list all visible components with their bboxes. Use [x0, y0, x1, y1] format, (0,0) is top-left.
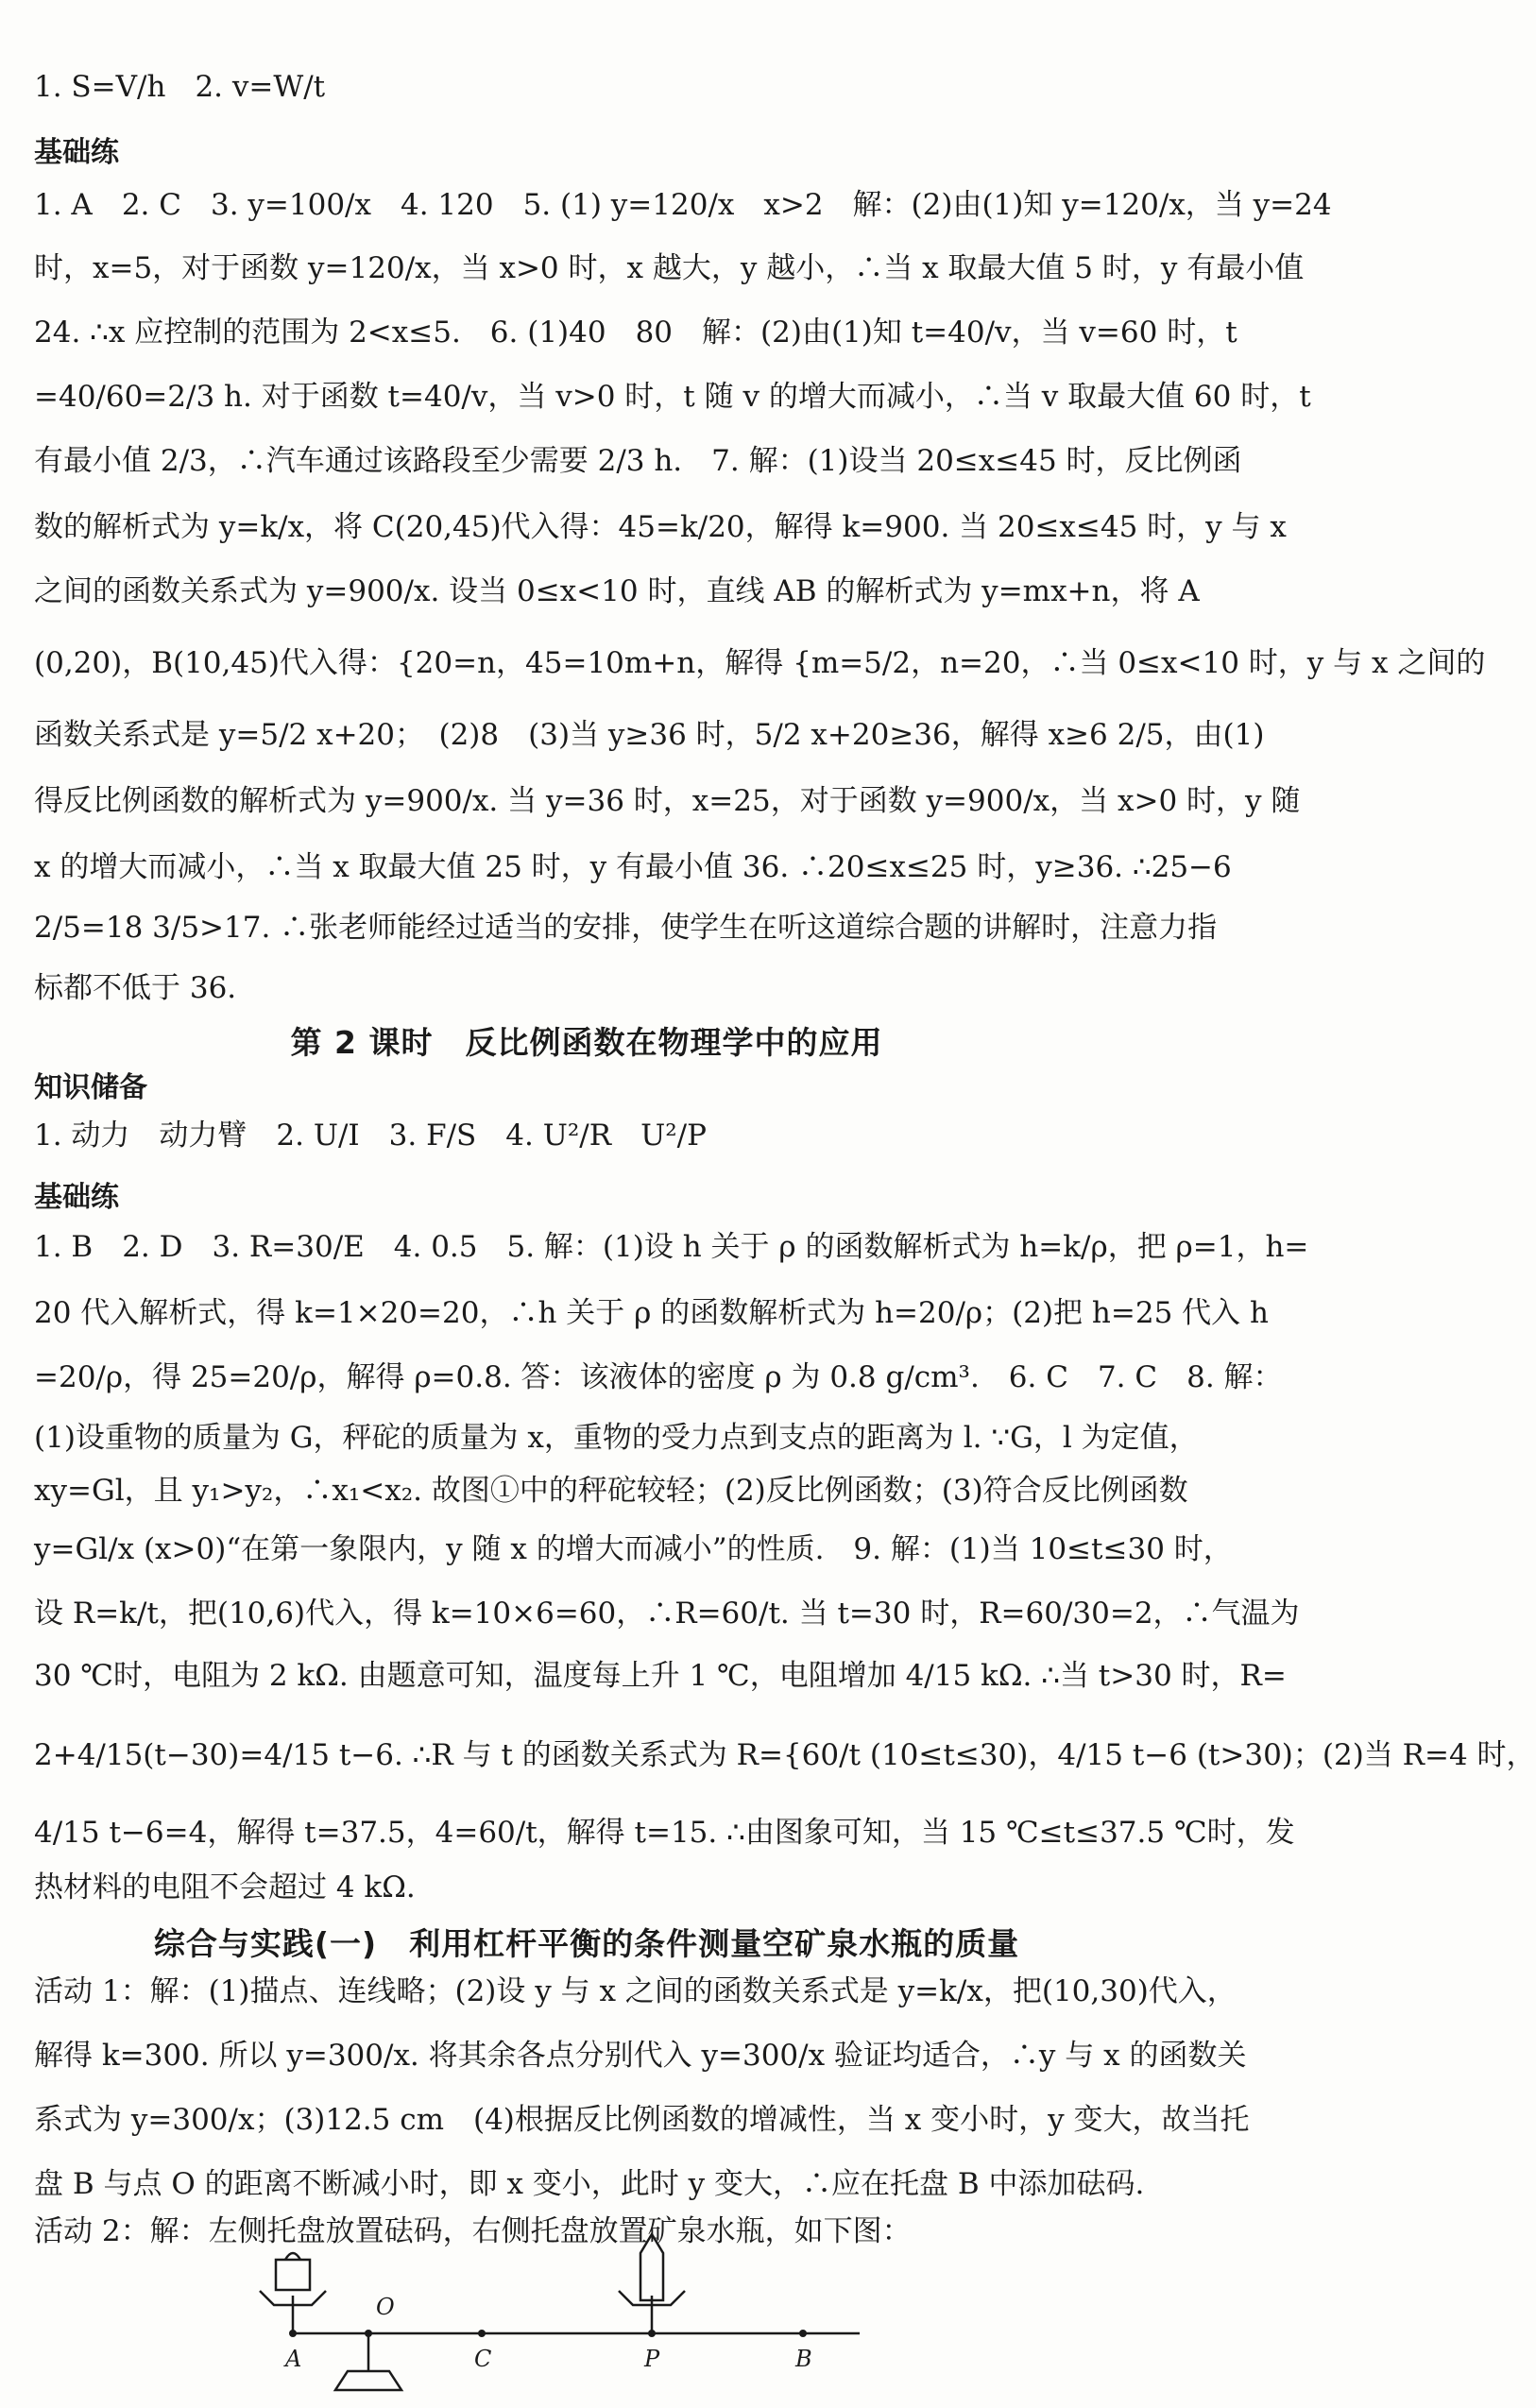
point-b — [799, 2330, 807, 2337]
text-line: (1)设重物的质量为 G，秤砣的质量为 x，重物的受力点到支点的距离为 l. ∵G，l 为定值， — [34, 1421, 1199, 1455]
section-heading: 知识储备 — [34, 1071, 147, 1104]
text-line: 20 代入解析式，得 k=1×20=20，∴h 关于 ρ 的函数解析式为 h=20/ρ；(2)把 h=25 代入 h — [34, 1296, 1269, 1330]
section-heading: 基础练 — [34, 136, 119, 169]
fulcrum-base — [335, 2371, 401, 2390]
label-a: A — [285, 2346, 302, 2372]
text-line: =40/60=2/3 h. 对于函数 t=40/v，当 v>0 时，t 随 v 的增大而减小，∴当 v 取最大值 60 时，t — [34, 380, 1311, 414]
bottle-icon — [640, 2234, 663, 2300]
text-line: 设 R=k/t，把(10,6)代入，得 k=10×6=60，∴R=60/t. 当 t=30 时，R=60/30=2，∴气温为 — [34, 1597, 1300, 1631]
text-line: 系式为 y=300/x；(3)12.5 cm (4)根据反比例函数的增减性，当 x 变小时，y 变大，故当托 — [34, 2103, 1250, 2137]
text-line: 之间的函数关系式为 y=900/x. 设当 0≤x<10 时，直线 AB 的解析式为 y=mx+n，将 A — [34, 574, 1200, 608]
lever-diagram — [246, 2239, 850, 2399]
label-b: B — [795, 2346, 812, 2372]
text-line: 1. 动力 动力臂 2. U/I 3. F/S 4. U²/R U²/P — [34, 1119, 707, 1153]
text-line: (0,20)，B(10,45)代入得：{20=n，45=10m+n，解得 {m=5/2，n=20，∴当 0≤x<10 时，y 与 x 之间的 — [34, 646, 1486, 680]
text-line: 活动 2：解：左侧托盘放置砝码，右侧托盘放置矿泉水瓶，如下图： — [34, 2214, 912, 2248]
label-o: O — [376, 2294, 395, 2320]
text-line: y=Gl/x (x>0)“在第一象限内，y 随 x 的增大而减小”的性质. 9. 解：(1)当 10≤t≤30 时， — [34, 1532, 1233, 1566]
text-line: 解得 k=300. 所以 y=300/x. 将其余各点分别代入 y=300/x 验证均适合，∴y 与 x 的函数关 — [34, 2039, 1247, 2073]
text-line: 30 ℃时，电阻为 2 kΩ. 由题意可知，温度每上升 1 ℃，电阻增加 4/15 kΩ. ∴当 t>30 时，R= — [34, 1659, 1287, 1693]
point-c — [478, 2330, 486, 2337]
text-line: 24. ∴x 应控制的范围为 2<x≤5. 6. (1)40 80 解：(2)由(1)知 t=40/v，当 v=60 时，t — [34, 316, 1237, 350]
text-line: 1. A 2. C 3. y=100/x 4. 120 5. (1) y=120/x x>2 解：(2)由(1)知 y=120/x，当 y=24 — [34, 188, 1332, 222]
point-o — [365, 2330, 372, 2337]
text-line: 盘 B 与点 O 的距离不断减小时，即 x 变小，此时 y 变大，∴应在托盘 B 中添加砝码. — [34, 2167, 1145, 2201]
text-line: 1. S=V/h 2. v=W/t — [34, 70, 326, 104]
label-p: P — [644, 2346, 660, 2372]
practice-title: 综合与实践(一) 利用杠杆平衡的条件测量空矿泉水瓶的质量 — [153, 1925, 1020, 1962]
text-line: 有最小值 2/3，∴汽车通过该路段至少需要 2/3 h. 7. 解：(1)设当 20≤x≤45 时，反比例函 — [34, 444, 1242, 478]
text-line: 活动 1：解：(1)描点、连线略；(2)设 y 与 x 之间的函数关系式是 y=k/x，把(10,30)代入， — [34, 1974, 1237, 2008]
lesson-title: 第 2 课时 反比例函数在物理学中的应用 — [290, 1024, 883, 1061]
point-p — [648, 2330, 656, 2337]
section-heading: 基础练 — [34, 1181, 119, 1214]
text-line: 2/5=18 3/5>17. ∴张老师能经过适当的安排，使学生在听这道综合题的讲解时，注意力指 — [34, 911, 1218, 945]
text-line: 数的解析式为 y=k/x，将 C(20,45)代入得：45=k/20，解得 k=900. 当 20≤x≤45 时，y 与 x — [34, 510, 1287, 544]
text-line: 时，x=5，对于函数 y=120/x，当 x>0 时，x 越大，y 越小，∴当 x 取最大值 5 时，y 有最小值 — [34, 251, 1305, 285]
text-line: xy=Gl，且 y₁>y₂，∴x₁<x₂. 故图①中的秤砣较轻；(2)反比例函数；(3)符合反比例函数 — [34, 1474, 1188, 1508]
text-line: =20/ρ，得 25=20/ρ，解得 ρ=0.8. 答：该液体的密度 ρ 为 0.8 g/cm³. 6. C 7. C 8. 解： — [34, 1360, 1283, 1394]
text-line: 得反比例函数的解析式为 y=900/x. 当 y=36 时，x=25，对于函数 y=900/x，当 x>0 时，y 随 — [34, 784, 1301, 818]
weight-block — [276, 2260, 310, 2290]
text-line: 热材料的电阻不会超过 4 kΩ. — [34, 1870, 416, 1904]
text-line: 函数关系式是 y=5/2 x+20； (2)8 (3)当 y≥36 时，5/2 x+20≥36，解得 x≥6 2/5，由(1) — [34, 718, 1265, 752]
label-c: C — [474, 2346, 492, 2372]
text-line: 1. B 2. D 3. R=30/E 4. 0.5 5. 解：(1)设 h 关于 ρ 的函数解析式为 h=k/ρ，把 ρ=1，h= — [34, 1230, 1309, 1264]
text-line: 标都不低于 36. — [34, 971, 237, 1005]
point-a — [289, 2330, 297, 2337]
text-line: x 的增大而减小，∴当 x 取最大值 25 时，y 有最小值 36. ∴20≤x≤25 时，y≥36. ∴25−6 — [34, 850, 1232, 884]
text-line: 2+4/15(t−30)=4/15 t−6. ∴R 与 t 的函数关系式为 R={60/t (10≤t≤30)，4/15 t−6 (t>30)；(2)当 R=4 时， — [34, 1738, 1536, 1772]
text-line: 4/15 t−6=4，解得 t=37.5，4=60/t，解得 t=15. ∴由图象可知，当 15 ℃≤t≤37.5 ℃时，发 — [34, 1816, 1295, 1850]
